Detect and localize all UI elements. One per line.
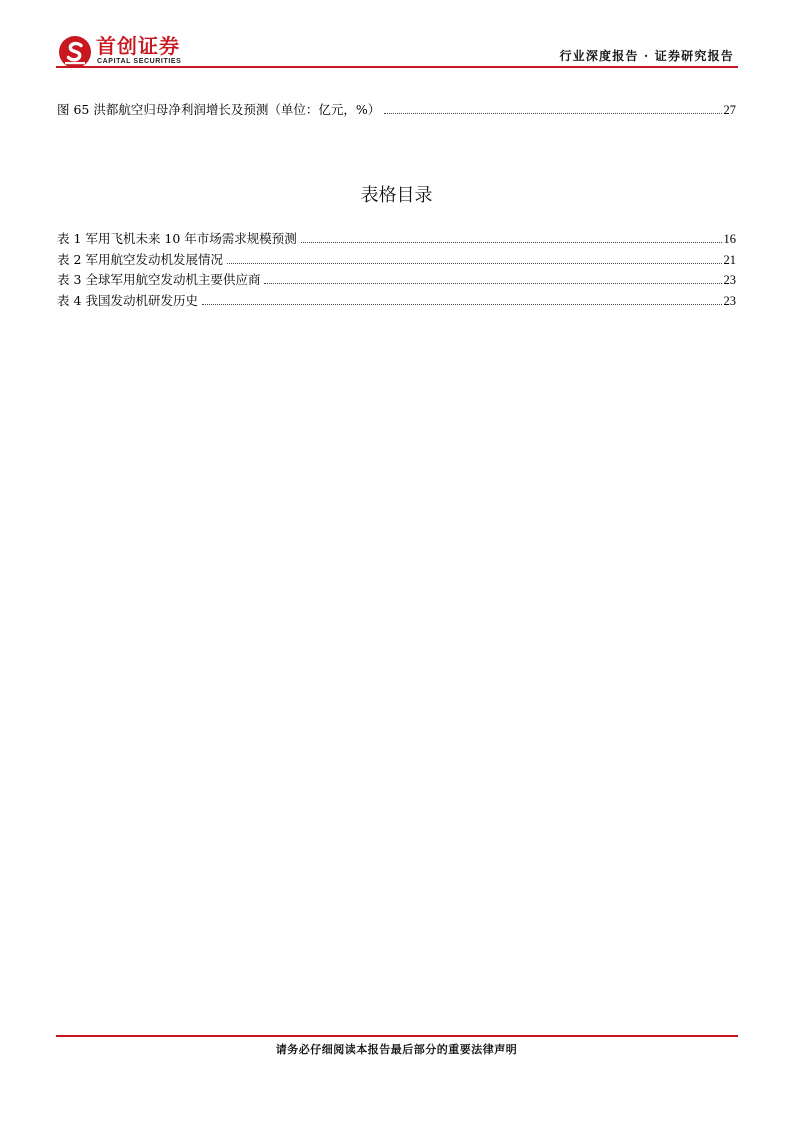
figure-number: 图 65 bbox=[57, 102, 90, 117]
table-title: 军用飞机未来 10 年市场需求规模预测 bbox=[85, 231, 297, 246]
page-header bbox=[56, 30, 738, 68]
dot-leader bbox=[264, 282, 721, 284]
logo-english-name: CAPITAL SECURITIES bbox=[97, 58, 182, 65]
table-title: 军用航空发动机发展情况 bbox=[85, 252, 223, 267]
page-number: 16 bbox=[723, 232, 736, 246]
company-logo bbox=[58, 33, 208, 69]
page-number: 23 bbox=[723, 294, 736, 308]
footer-divider bbox=[56, 1035, 738, 1037]
table-number: 表 1 bbox=[57, 231, 82, 246]
page-number: 27 bbox=[723, 103, 736, 117]
capital-securities-logo-icon bbox=[58, 35, 92, 69]
dot-leader bbox=[227, 262, 722, 264]
table-number: 表 3 bbox=[57, 272, 82, 287]
figure-title: 洪都航空归母净利润增长及预测（单位：亿元，%） bbox=[93, 102, 381, 117]
legal-disclaimer: 请务必仔细阅读本报告最后部分的重要法律声明 bbox=[275, 1043, 518, 1056]
header-divider bbox=[56, 66, 738, 68]
table-toc-entry[interactable] bbox=[57, 231, 736, 247]
table-toc-entry[interactable] bbox=[57, 293, 736, 309]
table-number: 表 2 bbox=[57, 252, 82, 267]
table-of-tables-heading: 表格目录 bbox=[360, 185, 433, 206]
table-toc-entry[interactable] bbox=[57, 272, 736, 288]
dot-leader bbox=[202, 303, 722, 305]
dot-leader bbox=[301, 241, 722, 243]
dot-leader bbox=[384, 112, 721, 114]
table-number: 表 4 bbox=[57, 293, 82, 308]
table-title: 我国发动机研发历史 bbox=[85, 293, 198, 308]
table-title: 全球军用航空发动机主要供应商 bbox=[85, 272, 261, 287]
page-number: 23 bbox=[723, 273, 736, 287]
table-toc-entry[interactable] bbox=[57, 252, 736, 268]
logo-chinese-name: 首创证券 bbox=[96, 34, 180, 58]
report-type-label: 行业深度报告 · 证券研究报告 bbox=[559, 49, 734, 63]
figure-toc-entry[interactable] bbox=[57, 102, 736, 118]
page-number: 21 bbox=[723, 253, 736, 267]
